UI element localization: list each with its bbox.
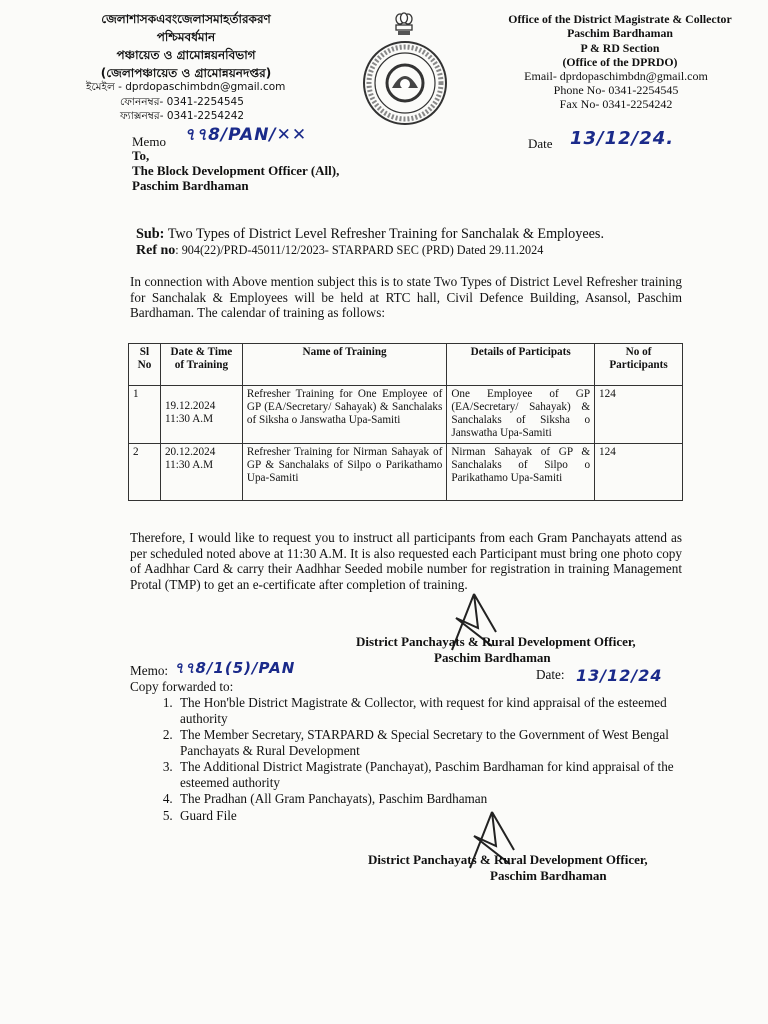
cell-sl: 1 xyxy=(129,386,161,444)
cell-participant-count: 124 xyxy=(595,444,683,501)
header-left-line: পঞ্চায়েত ও গ্রামোন্নয়নবিভাগ xyxy=(116,48,256,62)
copy-forwarded-list xyxy=(150,695,708,824)
signature-block-1 xyxy=(356,634,636,665)
header-right-fax: Fax No- 0341-2254242 xyxy=(559,97,673,112)
ref-line xyxy=(136,243,543,259)
header-right-line: Paschim Bardhaman xyxy=(567,26,673,41)
header-left-contacts xyxy=(86,80,316,124)
subject-label: Sub: xyxy=(136,226,165,242)
header-right-line: Office of the District Magistrate & Collector xyxy=(508,12,732,26)
cell-date xyxy=(160,444,242,501)
list-item: 1. The Hon'ble District Magistrate & Collector, with request for kind appraisal of the esteemed authority xyxy=(176,695,708,726)
memo-date-value: 13/12/24. xyxy=(570,128,675,149)
signature-block-2 xyxy=(368,852,648,883)
list-item: 2. The Member Secretary, STARPARD & Special Secretary to the Government of West Bengal Panchayats & Rural Development xyxy=(176,727,708,758)
addressee-line: The Block Development Officer (All), xyxy=(132,163,340,178)
cell-participant-details: One Employee of GP (EA/Secretary/ Sahayak) & Sanchalaks of Siksha o Janswatha Upa-Samiti xyxy=(447,386,595,444)
header-left xyxy=(52,10,320,82)
signatory-title: District Panchayats & Rural Development Officer, xyxy=(356,634,636,649)
list-item: 5. Guard File xyxy=(176,808,708,824)
header-left-phone: ফোননম্বর- 0341-2254545 xyxy=(120,95,244,108)
column-header-sl: Sl No xyxy=(129,344,161,386)
cell-training-name: Refresher Training for One Employee of GP (EA/Secretary/ Sahayak) & Sanchalaks of Siksha o Janswatha Upa-Samiti xyxy=(242,386,446,444)
cell-date xyxy=(160,386,242,444)
ref-label: Ref no xyxy=(136,243,176,258)
training-table xyxy=(128,343,683,501)
header-left-line: (জেলাপঞ্চায়েত ও গ্রামোন্নয়নদপ্তর) xyxy=(100,66,272,80)
ref-text: : 904(22)/PRD-45011/12/2023- STARPARD SEC (PRD) Dated 29.11.2024 xyxy=(175,243,544,257)
request-paragraph: Therefore, I would like to request you to instruct all participants from each Gram Panchayats attend as per scheduled noted above at 11:30 A.M. It is also requested each Participant must bring one photo copy of Aadhhar Card & carry their Aadhhar Seeded mobile number for registration in training Management Protal (TMP) to get an e-certificate after completion of training. xyxy=(130,530,682,592)
copy-forwarded-label: Copy forwarded to: xyxy=(130,679,234,694)
state-emblem-icon xyxy=(393,10,415,38)
header-right xyxy=(486,12,754,70)
memo-label: Memo xyxy=(132,134,166,149)
subject-text: Two Types of District Level Refresher Training for Sanchalak & Employees. xyxy=(167,226,604,242)
header-right-email: Email- dprdopaschimbdn@gmail.com xyxy=(524,69,708,83)
to-label: To, xyxy=(132,148,150,163)
cell-time-value: 11:30 A.M xyxy=(164,413,214,425)
memo-number: ৭৭8/PAN/✕✕ xyxy=(184,125,308,145)
cell-participant-count: 124 xyxy=(595,386,683,444)
header-right-phone: Phone No- 0341-2254545 xyxy=(553,83,679,98)
memo-date-label: Date xyxy=(528,136,553,151)
header-left-fax: ফ্যাক্সনম্বর- 0341-2254242 xyxy=(120,110,245,122)
memo2-date-value: 13/12/24 xyxy=(576,666,663,685)
list-item: 4. The Pradhan (All Gram Panchayats), Paschim Bardhaman xyxy=(176,791,708,807)
memo2-number: ৭৭8/1(5)/PAN xyxy=(174,659,296,677)
header-right-contacts xyxy=(500,69,732,112)
signatory-location: Paschim Bardhaman xyxy=(490,867,607,883)
table-header-row xyxy=(129,344,683,386)
intro-paragraph: In connection with Above mention subject this is to state Two Types of District Level Refresher training for Sanchalak & Employees will be held at RTC hall, Civil Defence Building, Asansol, Paschim Bardhaman. The calendar of training as follows: xyxy=(130,274,682,321)
signatory-title: District Panchayats & Rural Development Officer, xyxy=(368,852,648,867)
memo2-date-label: Date: xyxy=(536,667,565,682)
cell-sl: 2 xyxy=(129,444,161,501)
column-header-details: Details of Participats xyxy=(447,344,595,386)
signatory-location: Paschim Bardhaman xyxy=(434,649,551,665)
header-right-line: P & RD Section xyxy=(580,40,660,55)
cell-participant-details: Nirman Sahayak of GP & Sanchalaks of Silpo o Parikathamo Upa-Samiti xyxy=(447,444,595,501)
header-left-email: ইমেইল - dprdopaschimbdn@gmail.com xyxy=(86,81,286,93)
subject-line xyxy=(136,226,604,243)
table-row xyxy=(129,444,683,501)
cell-training-name: Refresher Training for Nirman Sahayak of GP & Sanchalaks of Silpo o Parikathamo Upa-Samiti xyxy=(242,444,446,501)
memo2-label: Memo: xyxy=(130,663,169,678)
column-header-count: No of Participants xyxy=(595,344,683,386)
header-left-line: পশ্চিমবর্ধমান xyxy=(156,30,216,44)
addressee-block xyxy=(132,148,339,193)
list-item: 3. The Additional District Magistrate (Panchayat), Paschim Bardhaman for kind appraisal of the esteemed authority xyxy=(176,759,708,790)
addressee-line: Paschim Bardhaman xyxy=(132,178,249,193)
government-seal-icon xyxy=(362,40,448,126)
cell-date-value: 19.12.2024 xyxy=(164,400,216,412)
header-left-line: জেলাশাসকএবংজেলাসমাহর্তারকরণ xyxy=(101,12,271,26)
column-header-name: Name of Training xyxy=(242,344,446,386)
cell-time-value: 11:30 A.M xyxy=(164,459,214,471)
header-right-line: (Office of the DPRDO) xyxy=(562,55,678,70)
column-header-date: Date & Time of Training xyxy=(160,344,242,386)
cell-date-value: 20.12.2024 xyxy=(164,446,216,458)
table-row xyxy=(129,386,683,444)
